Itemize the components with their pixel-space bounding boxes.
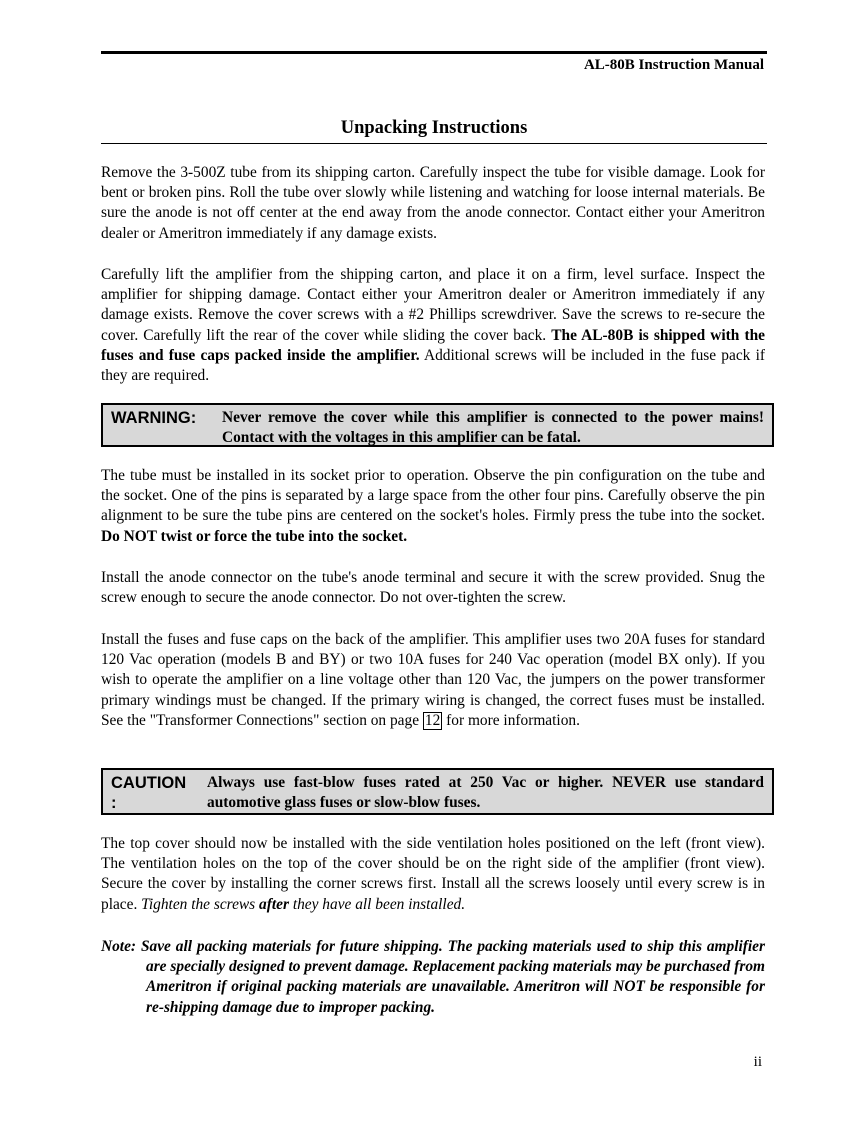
paragraph-text: Additional screws will be included in the fuse pack if they are required. [101,346,765,385]
paragraph-anode-connector: Install the anode connector on the tube's anode terminal and secure it with the screw provided. Snug the screw enough to secure the anode connector. Do not over-tighten the screw. [101,569,765,607]
page-reference-link[interactable]: 12 [424,711,441,729]
page-number: ii [753,1054,762,1070]
title-rule [101,143,767,144]
paragraph-text: The top cover should now be installed with the side ventilation holes positioned on the left (front view). The ventilation holes on the top of the cover should be on the right side of the amplifier (front view). Secure the cover by installing the corner screws first. Install all the screws loosely until every screw is in place. [101,835,765,913]
warning-label: WARNING: [111,409,197,427]
after-emphasis: after [259,895,289,913]
paragraph-install-fuses [101,630,765,731]
manual-title-header: AL-80B Instruction Manual [583,57,764,73]
packing-note: Note: Save all packing materials for future shipping. The packing materials used to ship this amplifier are specially designed to prevent damage. Replacement packing materials may be purchased from Ameritron if original packing materials are unavailable. Ameritron will NOT be responsible for re-shipping damage due to improper packing. [101,938,765,1016]
paragraph-inspect-tube: Remove the 3-500Z tube from its shipping carton. Carefully inspect the tube for visible damage. Look for bent or broken pins. Roll the tube over slowly while listening and watching for loose internal materials. Be sure the anode is not off center at the end away from the anode connector. Contact either your Ameritron dealer or Ameritron immediately if any damage exists. [101,164,765,242]
fuse-pack-emphasis: The AL-80B is shipped with the fuses and fuse caps packed inside the amplifier. [101,326,765,364]
caution-box [101,768,774,815]
paragraph-text: The tube must be installed in its socket prior to operation. Observe the pin configuration on the tube and the socket. One of the pins is separated by a large space from the other four pins. Carefully observe the pin alignment to be sure the tube pins are centered on the socket's holes. Firmly press the tube into the socket. [101,467,765,525]
header-rule [101,51,767,54]
paragraph-text: Install the fuses and fuse caps on the back of the amplifier. This amplifier uses two 20A fuses for standard 120 Vac operation (models B and BY) or two 10A fuses for 240 Vac operation (model BX only). If you wish to operate the amplifier on a line voltage other than 120 Vac, the jumpers on the power transformer primary windings must be changed. If the primary wiring is changed, the correct fuses must be installed. See the "Transformer Connections" section on page [101,631,765,729]
paragraph-text: for more information. [446,711,580,729]
paragraph-install-tube [101,466,765,547]
section-title: Unpacking Instructions [340,118,528,138]
warning-text: Never remove the cover while this amplifier is connected to the power mains! Contact with the voltages in this amplifier can be fatal. [222,409,764,446]
caution-text: Always use fast-blow fuses rated at 250 Vac or higher. NEVER use standard automotive glass fuses or slow-blow fuses. [207,774,764,811]
tighten-instruction-end: they have all been installed. [292,895,466,913]
twist-warning-emphasis: Do NOT twist or force the tube into the socket. [101,527,408,545]
warning-box [101,403,774,447]
paragraph-inspect-amplifier [101,265,765,386]
tighten-instruction: Tighten the screws [141,895,256,913]
paragraph-install-cover [101,834,765,915]
caution-label: CAUTION : [111,774,187,812]
paragraph-text: Carefully lift the amplifier from the shipping carton, and place it on a firm, level surface. Inspect the amplifier for shipping damage. Contact either your Ameritron dealer or Ameritron immediately if any damage exists. Remove the cover screws with a #2 Phillips screwdriver. Save the screws to re-secure the cover. Carefully lift the rear of the cover while sliding the cover back. [101,266,765,344]
